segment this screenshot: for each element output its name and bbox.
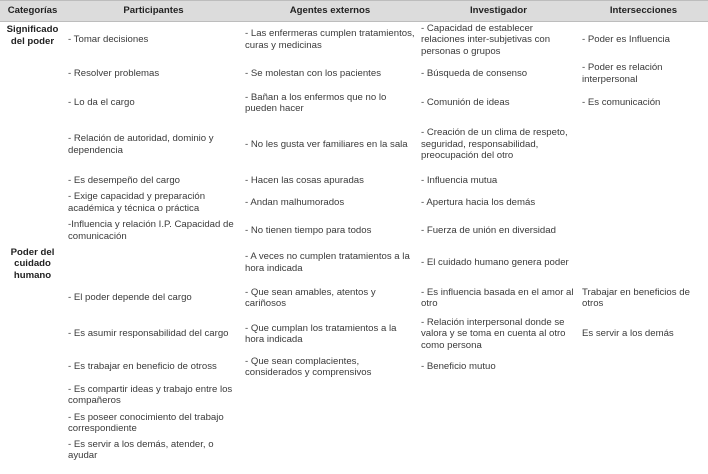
category-label <box>3 90 62 92</box>
category-label <box>3 173 62 175</box>
investigador-cell: - Comunión de ideas <box>421 97 510 109</box>
participantes-cell: - Exige capacidad y preparación académica y técnica o práctica <box>68 191 206 214</box>
intersecciones-cell <box>579 353 708 381</box>
investigador-cell: - Creación de un clima de respeto, seguridad, responsabilidad, preocupación del otro <box>421 127 568 162</box>
participantes-cell: - Tomar decisiones <box>68 34 149 45</box>
intersecciones-cell <box>579 381 708 409</box>
category-label <box>3 437 62 439</box>
category-label <box>3 315 62 317</box>
intersecciones-cell <box>579 189 708 217</box>
category-label <box>3 217 62 219</box>
investigador-cell <box>418 437 579 463</box>
agentes-cell <box>242 437 418 463</box>
category-cell <box>0 409 65 437</box>
category-label: Poder del cuidado humano <box>10 246 55 281</box>
participantes-cell: - Resolver problemas <box>68 67 160 79</box>
agentes-cell: - Hacen las cosas apuradas <box>245 174 364 186</box>
table-row <box>0 353 708 381</box>
category-cell <box>0 58 65 90</box>
category-label <box>3 58 62 60</box>
category-cell <box>0 90 65 117</box>
category-label <box>3 409 62 411</box>
investigador-cell: - Búsqueda de consenso <box>421 67 528 79</box>
intersecciones-cell: Es servir a los demás <box>582 328 674 340</box>
agentes-cell: - Se molestan con los pacientes <box>245 67 381 79</box>
table-row <box>0 217 708 245</box>
intersecciones-cell <box>579 245 708 282</box>
category-label <box>3 117 62 119</box>
category-label <box>3 189 62 191</box>
participantes-cell: - Es compartir ideas y trabajo entre los compañeros <box>68 383 233 406</box>
table-row <box>0 381 708 409</box>
agentes-cell: - Que cumplan los tratamientos a la hora indicada <box>245 322 397 345</box>
category-cell <box>0 189 65 217</box>
intersecciones-cell: - Es comunicación <box>582 97 661 109</box>
investigador-cell <box>418 409 579 437</box>
investigador-cell: - Beneficio mutuo <box>421 361 496 373</box>
participantes-cell: - Es trabajar en beneficio de otross <box>68 361 217 373</box>
header-participantes: Participantes <box>65 1 242 22</box>
investigador-cell <box>418 381 579 409</box>
category-label <box>3 353 62 355</box>
agentes-cell: - No les gusta ver familiares en la sala <box>245 138 408 150</box>
category-label <box>3 381 62 383</box>
header-intersecciones: Intersecciones <box>579 1 708 22</box>
agentes-cell: - Andan malhumorados <box>245 196 345 208</box>
category-cell <box>0 381 65 409</box>
category-label <box>3 281 62 283</box>
agentes-cell <box>242 409 418 437</box>
investigador-cell: - Relación interpersonal donde se valora y se toma en cuenta al otro como persona <box>421 316 566 351</box>
agentes-cell <box>242 381 418 409</box>
participantes-cell: -Influencia y relación I.P. Capacidad de comunicación <box>68 219 234 242</box>
category-cell <box>0 217 65 245</box>
participantes-cell: - Relación de autoridad, dominio y dependencia <box>68 133 214 156</box>
investigador-cell: - Fuerza de unión en diversidad <box>421 224 556 236</box>
table-row <box>0 315 708 353</box>
category-cell <box>0 315 65 353</box>
table-row <box>0 22 708 58</box>
category-cell <box>0 117 65 173</box>
participantes-cell: - Es desempeño del cargo <box>68 174 180 186</box>
agentes-cell: - Que sean complacientes, considerados y comprensivos <box>245 355 372 378</box>
agentes-cell: - Las enfermeras cumplen tratamientos, curas y medicinas <box>245 28 415 51</box>
participantes-cell: - Es poseer conocimiento del trabajo correspondiente <box>68 411 224 434</box>
intersecciones-cell <box>579 217 708 245</box>
intersecciones-cell <box>579 409 708 437</box>
agentes-cell: - Que sean amables, atentos y cariñosos <box>245 286 376 309</box>
header-row <box>0 1 708 22</box>
investigador-cell: - Influencia mutua <box>421 174 498 186</box>
participantes-cell: - Lo da el cargo <box>68 97 135 109</box>
table-row <box>0 409 708 437</box>
investigador-cell: - El cuidado humano genera poder <box>421 257 569 268</box>
participantes-cell <box>65 245 242 282</box>
investigador-cell: - Es influencia basada en el amor al otro <box>421 286 574 309</box>
participantes-cell: - El poder depende del cargo <box>68 292 192 304</box>
intersecciones-cell: - Poder es relación interpersonal <box>582 62 663 85</box>
intersecciones-cell: Trabajar en beneficios de otros <box>582 286 690 309</box>
category-cell <box>0 173 65 189</box>
category-label: Significado del poder <box>6 24 59 47</box>
intersecciones-cell <box>579 173 708 189</box>
agentes-cell: - A veces no cumplen tratamientos a la hora indicada <box>245 251 410 274</box>
category-cell <box>0 281 65 315</box>
investigador-cell: - Apertura hacia los demás <box>421 196 536 208</box>
category-cell <box>0 353 65 381</box>
participantes-cell: - Es servir a los demás, atender, o ayudar <box>68 438 214 461</box>
table-row <box>0 173 708 189</box>
category-cell <box>0 245 65 282</box>
table-row <box>0 245 708 282</box>
table-row <box>0 58 708 90</box>
intersecciones-cell: - Poder es Influencia <box>582 34 670 45</box>
intersecciones-cell <box>579 437 708 463</box>
agentes-cell: - No tienen tiempo para todos <box>245 224 372 236</box>
header-investigador: Investigador <box>418 1 579 22</box>
intersecciones-cell <box>579 117 708 173</box>
table-row <box>0 189 708 217</box>
agentes-cell: - Bañan a los enfermos que no lo pueden hacer <box>245 91 387 114</box>
table-row <box>0 90 708 117</box>
table-row <box>0 437 708 463</box>
category-cell <box>0 437 65 463</box>
category-cell <box>0 22 65 58</box>
participantes-cell: - Es asumir responsabilidad del cargo <box>68 328 229 340</box>
table-row <box>0 281 708 315</box>
table-row <box>0 117 708 173</box>
investigador-cell: - Capacidad de establecer relaciones inter-subjetivas con personas o grupos <box>421 22 551 57</box>
header-categorias: Categorías <box>0 1 65 22</box>
header-agentes-externos: Agentes externos <box>242 1 418 22</box>
